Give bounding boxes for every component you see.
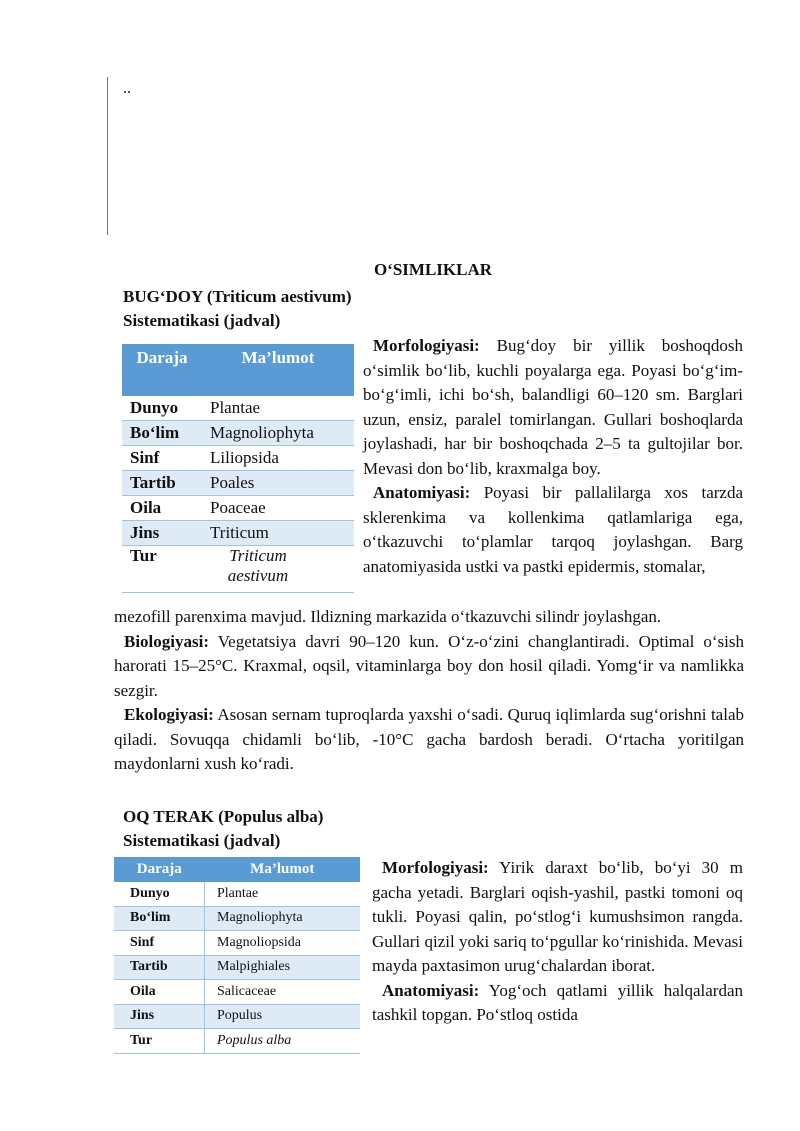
value-cell: Magnoliophyta (205, 906, 361, 931)
value-cell: Poales (202, 471, 354, 496)
rank-cell: Dunyo (122, 396, 202, 421)
anatomy-label: Anatomiyasi: (382, 980, 480, 1000)
rank-cell: Tartib (122, 471, 202, 496)
table-row (114, 955, 360, 980)
table-row (122, 546, 354, 593)
anatomy-label: Anatomiyasi: (373, 483, 471, 502)
anatomy-continuation: mezofill parenxima mavjud. Ildizning markazida o‘tkazuvchi silindr joylashgan. (114, 607, 662, 626)
plant1-taxonomy-table (122, 344, 354, 593)
table-row (122, 496, 354, 521)
col-header-info: Ma’lumot (202, 344, 354, 396)
rank-cell: Tur (114, 1029, 205, 1054)
table-row (114, 1004, 360, 1029)
table-header-row (122, 344, 354, 396)
table-row (114, 882, 360, 906)
table-row (122, 521, 354, 546)
table-row (114, 906, 360, 931)
ecology-label: Ekologiyasi: (124, 705, 214, 724)
margin-rule (107, 77, 108, 235)
biology-label: Biologiyasi: (124, 631, 210, 651)
plant1-body (114, 605, 744, 777)
rank-cell: Bo‘lim (114, 906, 205, 931)
morphology-text: Bug‘doy bir yillik boshoqdosh o‘simlik bo‘lib, kuchli poyalarga ega. Poyasi bo‘g‘im-bo‘g‘imli, ichi bo‘sh, balandligi 60–120 sm. Barglari uzun, ensiz, paralel tomirlangan. Gullari boshoqlarda joylashadi, har bir boshoqchada 2–5 ta gultojilar bor. Mevasi don bo‘lib, kraxmalga boy. (363, 336, 743, 478)
value-cell: Malpighiales (205, 955, 361, 980)
value-cell: Plantae (205, 882, 361, 906)
plant2-morphology (372, 856, 743, 1028)
table-row (122, 446, 354, 471)
rank-cell: Bo‘lim (122, 421, 202, 446)
col-header-info: Ma’lumot (205, 857, 361, 882)
rank-cell: Jins (114, 1004, 205, 1029)
value-cell: Triticum aestivum (202, 546, 354, 593)
morphology-text: Yirik daraxt bo‘lib, bo‘yi 30 m gacha yetadi. Barglari oqish-yashil, pastki tomoni oq tukli. Poyasi qalin, po‘stlog‘i kumushsimon rangda. Gullari qizil yoki sariq to‘pgullar ko‘rinishida. Mevasi mayda paxtasimon urug‘chalardan iborat. (372, 858, 743, 975)
table-row (114, 980, 360, 1005)
table-row (122, 421, 354, 446)
ecology-text: Asosan sernam tuproqlarda yaxshi o‘sadi. Quruq iqlimlarda sug‘orishni talab qiladi. Sovuqqa chidamli bo‘lib, -10°C gacha bardosh beradi. O‘rtacha yoritilgan maydonlarni xush ko‘radi. (114, 705, 744, 773)
rank-cell: Tartib (114, 955, 205, 980)
value-cell: Liliopsida (202, 446, 354, 471)
plant1-morphology (363, 334, 743, 579)
anatomy-text: Poyasi bir pallalilarga xos tarzda sklerenkima va kollenkima qatlamlariga ega, o‘tkazuvchi to‘plamlar tarqoq joylashgan. Barg anatomiyasida ustki va pastki epidermis, stomalar, (363, 483, 743, 576)
plant2-heading: OQ TERAK (Populus alba) (123, 807, 324, 826)
table-row (122, 396, 354, 421)
anatomy-text: Yog‘och qatlami yillik halqalardan tashkil topgan. Po‘stloq ostida (372, 980, 743, 1024)
value-cell: Triticum (202, 521, 354, 546)
value-cell: Poaceae (202, 496, 354, 521)
col-header-rank: Daraja (114, 857, 205, 882)
morphology-label: Morfologiyasi: (373, 336, 480, 355)
table-row (114, 931, 360, 956)
value-cell: Populus (205, 1004, 361, 1029)
value-cell: Plantae (202, 396, 354, 421)
value-cell: Populus alba (205, 1029, 361, 1054)
rank-cell: Tur (122, 546, 202, 593)
rank-cell: Sinf (122, 446, 202, 471)
plant2-sys-heading: Sistematikasi (jadval) (123, 831, 281, 850)
rank-cell: Jins (122, 521, 202, 546)
value-cell: Magnoliopsida (205, 931, 361, 956)
plant1-heading: BUG‘DOY (Triticum aestivum) (123, 287, 352, 306)
col-header-rank: Daraja (122, 344, 202, 396)
table-header-row (114, 857, 360, 882)
table-row (114, 1029, 360, 1054)
value-cell: Salicaceae (205, 980, 361, 1005)
morphology-label: Morfologiyasi: (382, 858, 489, 877)
table-row (122, 471, 354, 496)
value-cell: Magnoliophyta (202, 421, 354, 446)
plant2-taxonomy-table (114, 857, 360, 1054)
rank-cell: Dunyo (114, 882, 205, 906)
rank-cell: Sinf (114, 931, 205, 956)
page-title: O‘SIMLIKLAR (373, 260, 493, 279)
dots-marker: .. (123, 80, 131, 97)
biology-text: Vegetatsiya davri 90–120 kun. O‘z-o‘zini changlantiradi. Optimal o‘sish harorati 15–25°C. Kraxmal, oqsil, vitaminlarga boy don hosil qiladi. Yomg‘ir va namlikka sezgir. (114, 631, 744, 700)
rank-cell: Oila (114, 980, 205, 1005)
plant1-sys-heading: Sistematikasi (jadval) (123, 311, 281, 330)
rank-cell: Oila (122, 496, 202, 521)
